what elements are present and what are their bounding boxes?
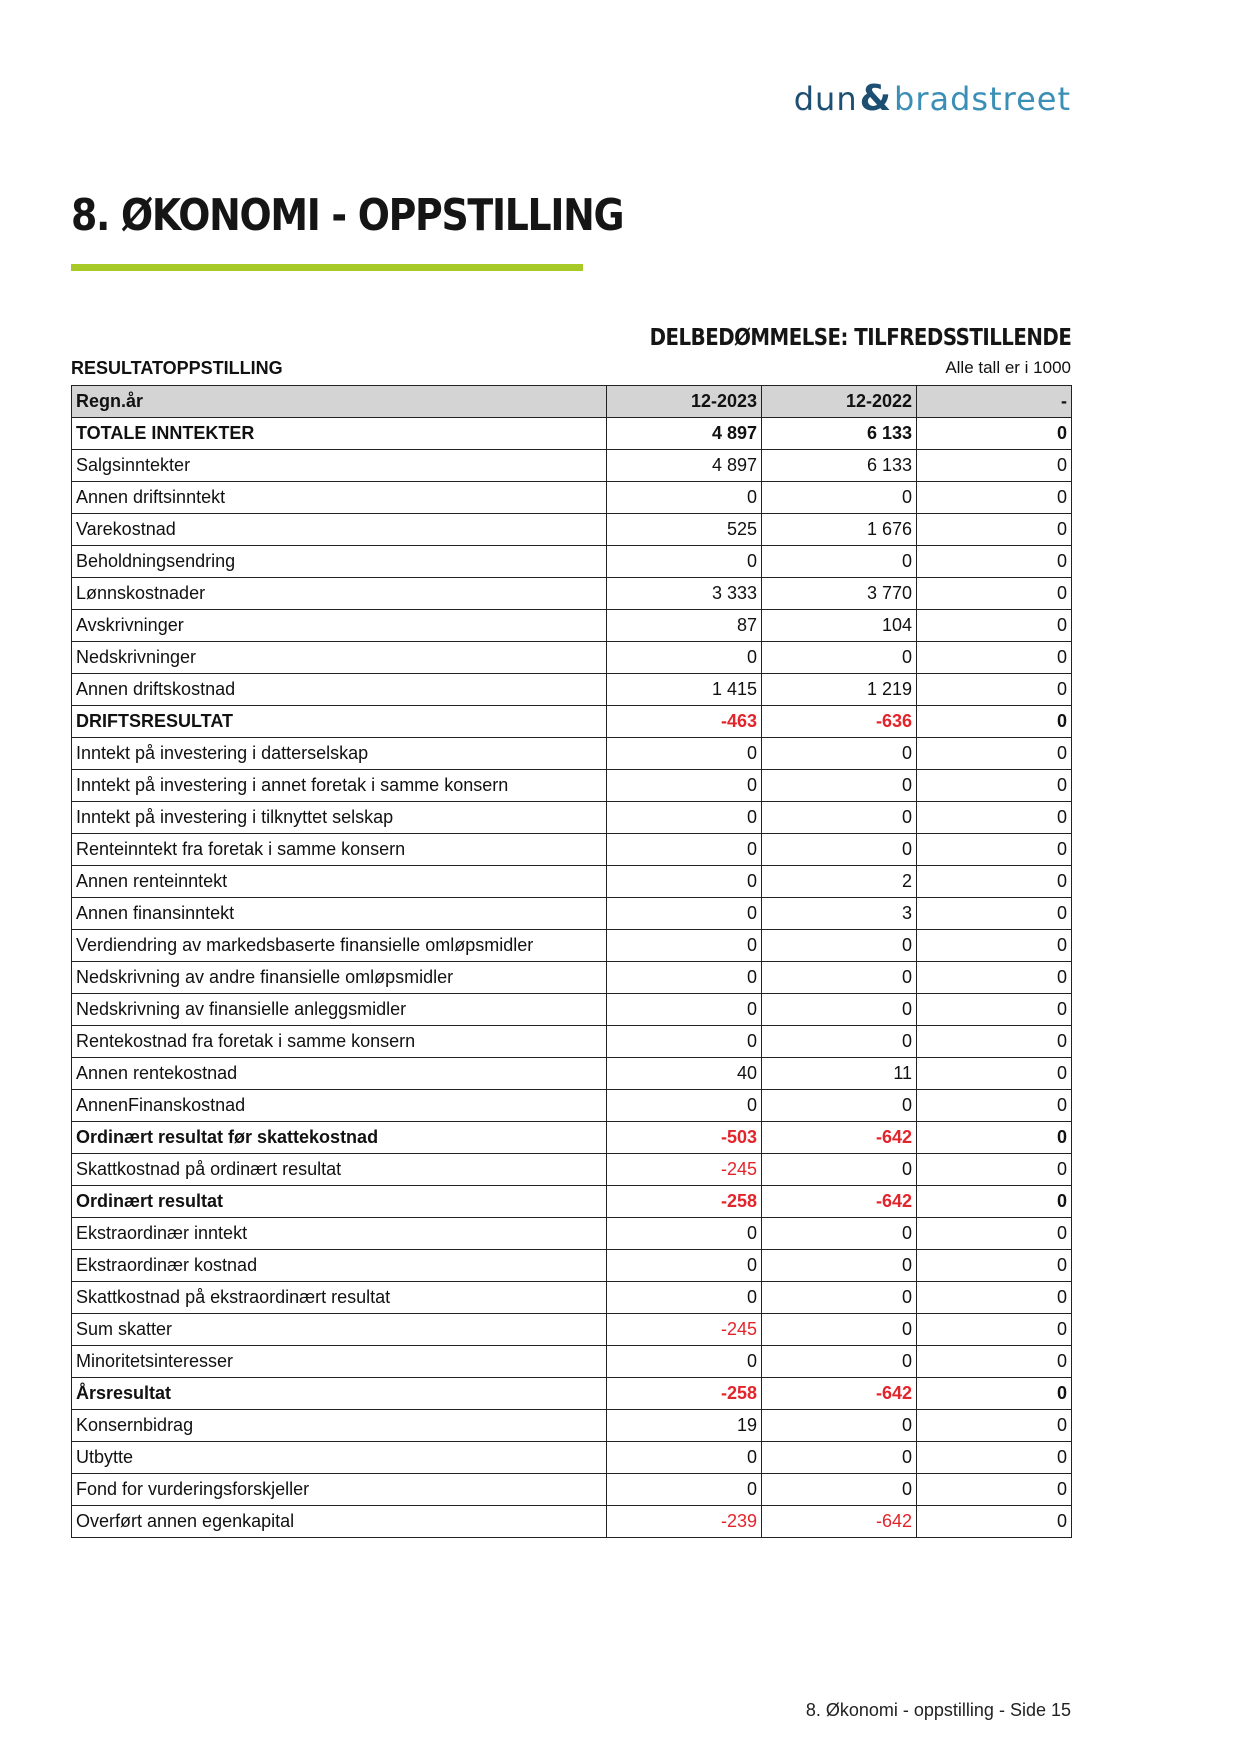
row-label: Annen driftsinntekt: [72, 482, 607, 514]
value-2023: 87: [607, 610, 762, 642]
table-row: [72, 770, 1072, 802]
value-2022: 0: [762, 770, 917, 802]
table-row: [72, 1186, 1072, 1218]
value-2022: 0: [762, 1154, 917, 1186]
table-row: [72, 610, 1072, 642]
row-label: Lønnskostnader: [72, 578, 607, 610]
value-2022: 6 133: [762, 450, 917, 482]
dun-bradstreet-logo: [794, 78, 1071, 119]
page-footer: 8. Økonomi - oppstilling - Side 15: [805, 1700, 1071, 1720]
table-row: [72, 1122, 1072, 1154]
value-2023: 0: [607, 1250, 762, 1282]
column-header-2023: 12-2023: [607, 386, 762, 418]
value-empty-period: 0: [917, 962, 1072, 994]
value-empty-period: 0: [917, 1474, 1072, 1506]
row-label: DRIFTSRESULTAT: [72, 706, 607, 738]
value-2023: 0: [607, 994, 762, 1026]
table-row: [72, 930, 1072, 962]
value-empty-period: 0: [917, 1506, 1072, 1538]
value-empty-period: 0: [917, 1282, 1072, 1314]
value-empty-period: 0: [917, 706, 1072, 738]
value-2023: 40: [607, 1058, 762, 1090]
value-empty-period: 0: [917, 834, 1072, 866]
row-label: Overført annen egenkapital: [72, 1506, 607, 1538]
table-row: [72, 1506, 1072, 1538]
value-2023: 0: [607, 866, 762, 898]
row-label: Årsresultat: [72, 1378, 607, 1410]
value-empty-period: 0: [917, 1122, 1072, 1154]
row-label: Ordinært resultat før skattekostnad: [72, 1122, 607, 1154]
value-empty-period: 0: [917, 1314, 1072, 1346]
table-row: [72, 962, 1072, 994]
value-empty-period: 0: [917, 738, 1072, 770]
value-2022: -642: [762, 1122, 917, 1154]
value-empty-period: 0: [917, 898, 1072, 930]
value-2023: 0: [607, 642, 762, 674]
table-row: [72, 1250, 1072, 1282]
table-row: [72, 1410, 1072, 1442]
table-row: [72, 578, 1072, 610]
table-row: [72, 450, 1072, 482]
row-label: Annen driftskostnad: [72, 674, 607, 706]
value-2022: 0: [762, 738, 917, 770]
value-2022: -642: [762, 1378, 917, 1410]
value-empty-period: 0: [917, 1058, 1072, 1090]
value-2022: 0: [762, 482, 917, 514]
table-row: [72, 994, 1072, 1026]
rating-heading: DELBEDØMMELSE: TILFREDSSTILLENDE: [649, 325, 1071, 351]
value-empty-period: 0: [917, 450, 1072, 482]
row-label: Beholdningsendring: [72, 546, 607, 578]
value-2023: 0: [607, 546, 762, 578]
row-label: Nedskrivning av andre finansielle omløpsmidler: [72, 962, 607, 994]
row-label: Skattkostnad på ordinært resultat: [72, 1154, 607, 1186]
row-label: Verdiendring av markedsbaserte finansielle omløpsmidler: [72, 930, 607, 962]
value-2022: 2: [762, 866, 917, 898]
value-empty-period: 0: [917, 1090, 1072, 1122]
value-2022: -636: [762, 706, 917, 738]
row-label: Avskrivninger: [72, 610, 607, 642]
table-row: [72, 1058, 1072, 1090]
table-row: [72, 1314, 1072, 1346]
value-2023: 3 333: [607, 578, 762, 610]
row-label: Renteinntekt fra foretak i samme konsern: [72, 834, 607, 866]
value-2022: 0: [762, 1090, 917, 1122]
value-2022: 3: [762, 898, 917, 930]
value-2022: 0: [762, 962, 917, 994]
value-empty-period: 0: [917, 1346, 1072, 1378]
value-2022: 0: [762, 834, 917, 866]
table-row: [72, 1282, 1072, 1314]
value-2022: 0: [762, 1346, 917, 1378]
table-body: [72, 418, 1072, 1538]
table-row: [72, 514, 1072, 546]
table-row: [72, 1154, 1072, 1186]
value-empty-period: 0: [917, 578, 1072, 610]
logo-ampersand: &: [859, 78, 893, 119]
value-2022: 0: [762, 1442, 917, 1474]
row-label: Ekstraordinær inntekt: [72, 1218, 607, 1250]
value-empty-period: 0: [917, 866, 1072, 898]
value-2022: 0: [762, 1250, 917, 1282]
value-2023: 4 897: [607, 450, 762, 482]
value-2023: -245: [607, 1314, 762, 1346]
value-2023: 0: [607, 1026, 762, 1058]
value-2023: 0: [607, 1282, 762, 1314]
value-2022: 0: [762, 1218, 917, 1250]
table-row: [72, 866, 1072, 898]
value-2022: 1 676: [762, 514, 917, 546]
row-label: Inntekt på investering i datterselskap: [72, 738, 607, 770]
value-2022: 0: [762, 930, 917, 962]
value-2023: 19: [607, 1410, 762, 1442]
row-label: Rentekostnad fra foretak i samme konsern: [72, 1026, 607, 1058]
value-2022: 6 133: [762, 418, 917, 450]
value-empty-period: 0: [917, 1442, 1072, 1474]
table-row: [72, 546, 1072, 578]
value-2023: 525: [607, 514, 762, 546]
value-2022: -642: [762, 1506, 917, 1538]
value-empty-period: 0: [917, 1218, 1072, 1250]
value-2022: 0: [762, 1474, 917, 1506]
table-row: [72, 1026, 1072, 1058]
value-2023: -258: [607, 1186, 762, 1218]
row-label: Minoritetsinteresser: [72, 1346, 607, 1378]
value-2023: 0: [607, 930, 762, 962]
logo-text-dun: dun: [793, 80, 858, 118]
value-empty-period: 0: [917, 418, 1072, 450]
row-label: Varekostnad: [72, 514, 607, 546]
title-underline-bar: [71, 264, 583, 271]
value-2023: 0: [607, 1474, 762, 1506]
table-row: [72, 1378, 1072, 1410]
row-label: Ekstraordinær kostnad: [72, 1250, 607, 1282]
value-empty-period: 0: [917, 674, 1072, 706]
row-label: Inntekt på investering i annet foretak i samme konsern: [72, 770, 607, 802]
row-label: Sum skatter: [72, 1314, 607, 1346]
row-label: Nedskrivninger: [72, 642, 607, 674]
row-label: Annen rentekostnad: [72, 1058, 607, 1090]
value-empty-period: 0: [917, 546, 1072, 578]
value-2022: 0: [762, 546, 917, 578]
value-2023: 0: [607, 1218, 762, 1250]
row-label: AnnenFinanskostnad: [72, 1090, 607, 1122]
table-row: [72, 898, 1072, 930]
table-row: [72, 1474, 1072, 1506]
row-label: Annen renteinntekt: [72, 866, 607, 898]
value-2023: 0: [607, 898, 762, 930]
value-2023: 0: [607, 962, 762, 994]
table-row: [72, 738, 1072, 770]
row-label: Inntekt på investering i tilknyttet selskap: [72, 802, 607, 834]
value-2022: 11: [762, 1058, 917, 1090]
row-label: Salgsinntekter: [72, 450, 607, 482]
row-label: Konsernbidrag: [72, 1410, 607, 1442]
value-2022: 0: [762, 1026, 917, 1058]
value-2023: 4 897: [607, 418, 762, 450]
value-2023: 0: [607, 834, 762, 866]
value-2022: 0: [762, 1282, 917, 1314]
row-label: Fond for vurderingsforskjeller: [72, 1474, 607, 1506]
row-label: Nedskrivning av finansielle anleggsmidler: [72, 994, 607, 1026]
value-2022: 0: [762, 802, 917, 834]
column-header-regnar: Regn.år: [72, 386, 607, 418]
value-empty-period: 0: [917, 1410, 1072, 1442]
row-label: Skattkostnad på ekstraordinært resultat: [72, 1282, 607, 1314]
value-empty-period: 0: [917, 642, 1072, 674]
column-header-2022: 12-2022: [762, 386, 917, 418]
income-statement-table: [71, 385, 1072, 1538]
value-2022: 104: [762, 610, 917, 642]
value-empty-period: 0: [917, 770, 1072, 802]
table-row: [72, 1442, 1072, 1474]
value-empty-period: 0: [917, 482, 1072, 514]
table-header-row: [72, 386, 1072, 418]
table-row: [72, 418, 1072, 450]
table-row: [72, 642, 1072, 674]
value-2023: 0: [607, 1090, 762, 1122]
value-2023: -503: [607, 1122, 762, 1154]
value-empty-period: 0: [917, 994, 1072, 1026]
value-2023: -463: [607, 706, 762, 738]
table-row: [72, 706, 1072, 738]
value-2023: 1 415: [607, 674, 762, 706]
value-2023: -239: [607, 1506, 762, 1538]
value-empty-period: 0: [917, 514, 1072, 546]
value-2022: 3 770: [762, 578, 917, 610]
value-2023: 0: [607, 482, 762, 514]
value-2023: -245: [607, 1154, 762, 1186]
value-2023: 0: [607, 1346, 762, 1378]
table-row: [72, 834, 1072, 866]
table-row: [72, 1090, 1072, 1122]
value-2022: 0: [762, 642, 917, 674]
table-row: [72, 674, 1072, 706]
table-row: [72, 482, 1072, 514]
value-2023: 0: [607, 770, 762, 802]
value-2023: -258: [607, 1378, 762, 1410]
value-empty-period: 0: [917, 610, 1072, 642]
value-2022: 0: [762, 1314, 917, 1346]
table-row: [72, 1218, 1072, 1250]
value-empty-period: 0: [917, 1378, 1072, 1410]
table-row: [72, 1346, 1072, 1378]
row-label: TOTALE INNTEKTER: [72, 418, 607, 450]
value-empty-period: 0: [917, 930, 1072, 962]
row-label: Utbytte: [72, 1442, 607, 1474]
value-2022: 0: [762, 994, 917, 1026]
column-header-empty: -: [917, 386, 1072, 418]
unit-note: Alle tall er i 1000: [945, 358, 1071, 377]
value-2022: -642: [762, 1186, 917, 1218]
value-2022: 0: [762, 1410, 917, 1442]
value-2022: 1 219: [762, 674, 917, 706]
logo-text-bradstreet: bradstreet: [894, 80, 1071, 118]
page-title: 8. ØKONOMI - OPPSTILLING: [71, 190, 624, 241]
value-2023: 0: [607, 1442, 762, 1474]
row-label: Annen finansinntekt: [72, 898, 607, 930]
table-row: [72, 802, 1072, 834]
value-empty-period: 0: [917, 1186, 1072, 1218]
section-label: RESULTATOPPSTILLING: [71, 358, 283, 378]
value-empty-period: 0: [917, 802, 1072, 834]
value-empty-period: 0: [917, 1026, 1072, 1058]
value-2023: 0: [607, 738, 762, 770]
value-2023: 0: [607, 802, 762, 834]
value-empty-period: 0: [917, 1250, 1072, 1282]
value-empty-period: 0: [917, 1154, 1072, 1186]
row-label: Ordinært resultat: [72, 1186, 607, 1218]
